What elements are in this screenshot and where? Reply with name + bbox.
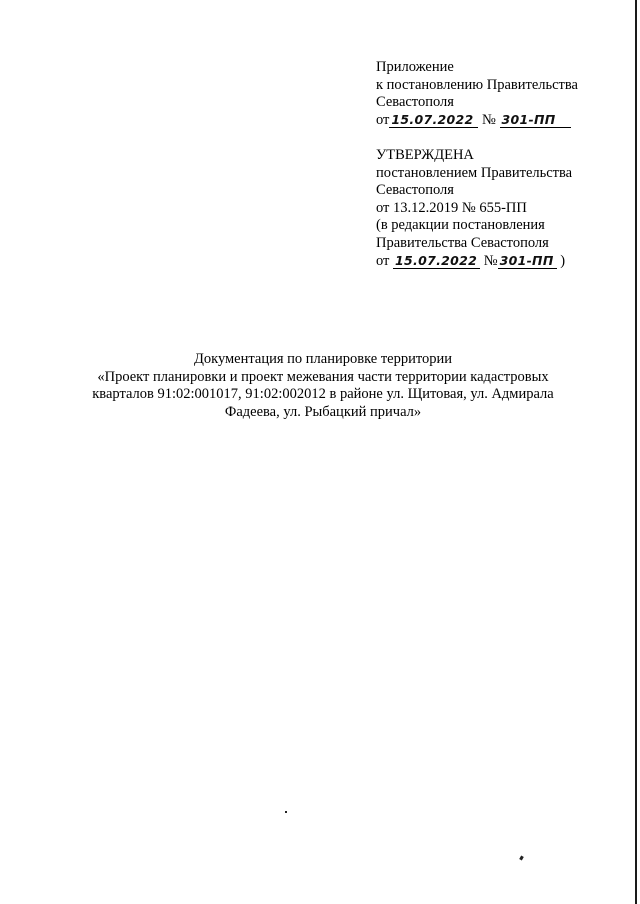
title-line-1: Документация по планировке территории	[193, 351, 453, 367]
approved-heading: УТВЕРЖДЕНА	[376, 147, 474, 163]
title-line-4: Фадеева, ул. Рыбацкий причал»	[224, 403, 422, 420]
appendix-city: Севастополя	[376, 94, 454, 111]
approved-original-date: от 13.12.2019 № 655-ПП	[376, 199, 527, 216]
appendix-handwritten-number: 301-ПП	[500, 113, 571, 128]
approved-number-sign: №	[483, 252, 498, 269]
appendix-date-line	[376, 112, 578, 130]
approved-closing-paren: )	[560, 252, 566, 269]
document-title	[60, 351, 586, 421]
approved-edition-date-line	[376, 253, 572, 271]
appendix-number-sign: №	[482, 111, 496, 128]
title-line-2: «Проект планировки и проект межевания части территории кадастровых	[97, 368, 549, 385]
approved-date-prefix: от	[376, 252, 390, 269]
scan-page-edge	[635, 0, 637, 904]
approved-handwritten-date: 15.07.2022	[393, 254, 480, 269]
scan-speck-2	[519, 856, 524, 861]
appendix-label: Приложение	[376, 59, 454, 75]
approved-by-resolution: постановлением Правительства	[376, 164, 573, 181]
scan-speck-1	[285, 811, 287, 813]
title-line-3: кварталов 91:02:001017, 91:02:002012 в районе ул. Щитовая, ул. Адмирала	[92, 386, 554, 403]
approved-city: Севастополя	[376, 182, 454, 199]
approved-edition-note: (в редакции постановления	[376, 217, 545, 234]
approved-block	[376, 147, 572, 270]
approved-handwritten-number: 301-ПП	[498, 254, 557, 269]
appendix-handwritten-date: 15.07.2022	[389, 113, 478, 128]
appendix-resolution-ref: к постановлению Правительства	[376, 76, 578, 93]
appendix-date-prefix: от	[376, 111, 390, 128]
approved-edition-government: Правительства Севастополя	[376, 234, 549, 251]
appendix-block	[376, 59, 578, 129]
